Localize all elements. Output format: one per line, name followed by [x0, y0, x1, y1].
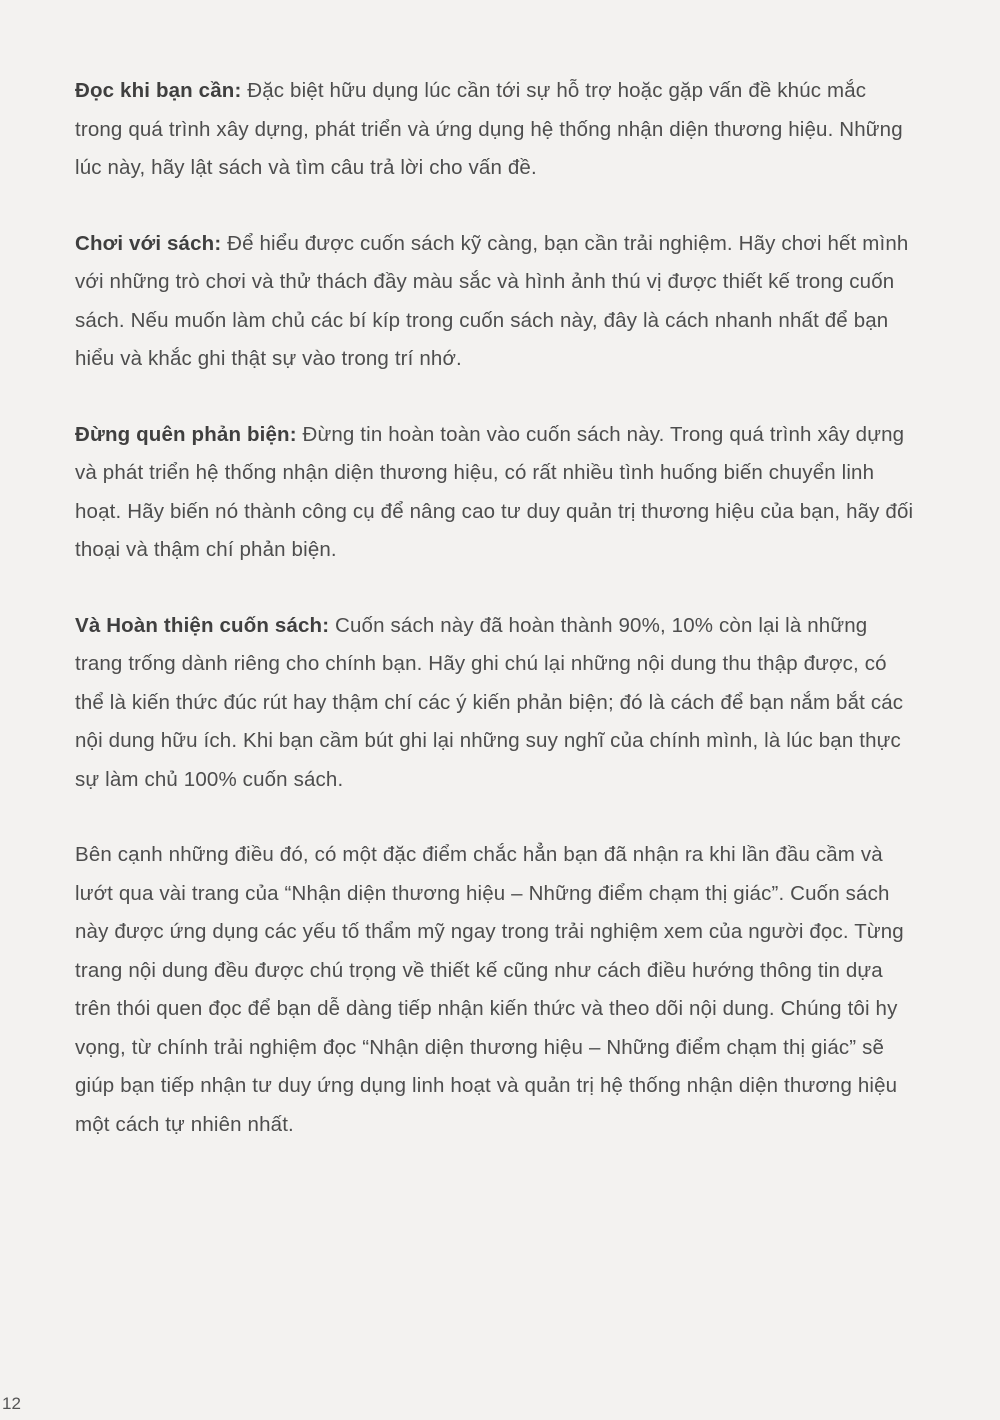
paragraph-lead: Chơi với sách: — [75, 231, 222, 255]
paragraph-lead: Đừng quên phản biện: — [75, 422, 297, 446]
paragraph-text: Đừng tin hoàn toàn vào cuốn sách này. Trong quá trình xây dựng và phát triển hệ thống nhận diện thương hiệu, có rất nhiều tình huống biến chuyển linh hoạt. Hãy biến nó thành công cụ để nâng cao tư duy quản trị thương hiệu của bạn, hãy đối thoại và thậm chí phản biện. — [75, 422, 914, 561]
paragraph-critical-thinking — [75, 416, 915, 570]
paragraph-text: Cuốn sách này đã hoàn thành 90%, 10% còn lại là những trang trống dành riêng cho chính bạn. Hãy ghi chú lại những nội dung thu thập được, có thể là kiến thức đúc rút hay thậm chí các ý kiến phản biện; đó là cách để bạn nắm bắt các nội dung hữu ích. Khi bạn cầm bút ghi lại những suy nghĩ của chính mình, là lúc bạn thực sự làm chủ 100% cuốn sách. — [75, 613, 904, 791]
page-content — [75, 72, 915, 1181]
paragraph-text: Để hiểu được cuốn sách kỹ càng, bạn cần trải nghiệm. Hãy chơi hết mình với những trò chơi và thử thách đầy màu sắc và hình ảnh thú vị được thiết kế trong cuốn sách. Nếu muốn làm chủ các bí kíp trong cuốn sách này, đây là cách nhanh nhất để bạn hiểu và khắc ghi thật sự vào trong trí nhớ. — [75, 231, 909, 370]
paragraph-lead: Và Hoàn thiện cuốn sách: — [75, 613, 330, 637]
paragraph-closing — [75, 836, 915, 1144]
page-number: 12 — [2, 1394, 21, 1413]
paragraph-lead: Đọc khi bạn cần: — [75, 79, 242, 102]
paragraph-complete-the-book — [75, 607, 915, 800]
paragraph-read-when-needed — [75, 72, 915, 188]
paragraph-play-with-book — [75, 225, 915, 379]
paragraph-text: Đặc biệt hữu dụng lúc cần tới sự hỗ trợ hoặc gặp vấn đề khúc mắc trong quá trình xây dựng, phát triển và ứng dụng hệ thống nhận diện thương hiệu. Những lúc này, hãy lật sách và tìm câu trả lời cho vấn đề. — [75, 79, 903, 179]
paragraph-text: Bên cạnh những điều đó, có một đặc điểm chắc hẳn bạn đã nhận ra khi lần đầu cầm và lướt qua vài trang của “Nhận diện thương hiệu – Những điểm chạm thị giác”. Cuốn sách này được ứng dụng các yếu tố thẩm mỹ ngay trong trải nghiệm xem của người đọc. Từng trang nội dung đều được chú trọng về thiết kế cũng như cách điều hướng thông tin dựa trên thói quen đọc để bạn dễ dàng tiếp nhận kiến thức và theo dõi nội dung. Chúng tôi hy vọng, từ chính trải nghiệm đọc “Nhận diện thương hiệu – Những điểm chạm thị giác” sẽ giúp bạn tiếp nhận tư duy ứng dụng linh hoạt và quản trị hệ thống nhận diện thương hiệu một cách tự nhiên nhất. — [75, 843, 904, 1136]
